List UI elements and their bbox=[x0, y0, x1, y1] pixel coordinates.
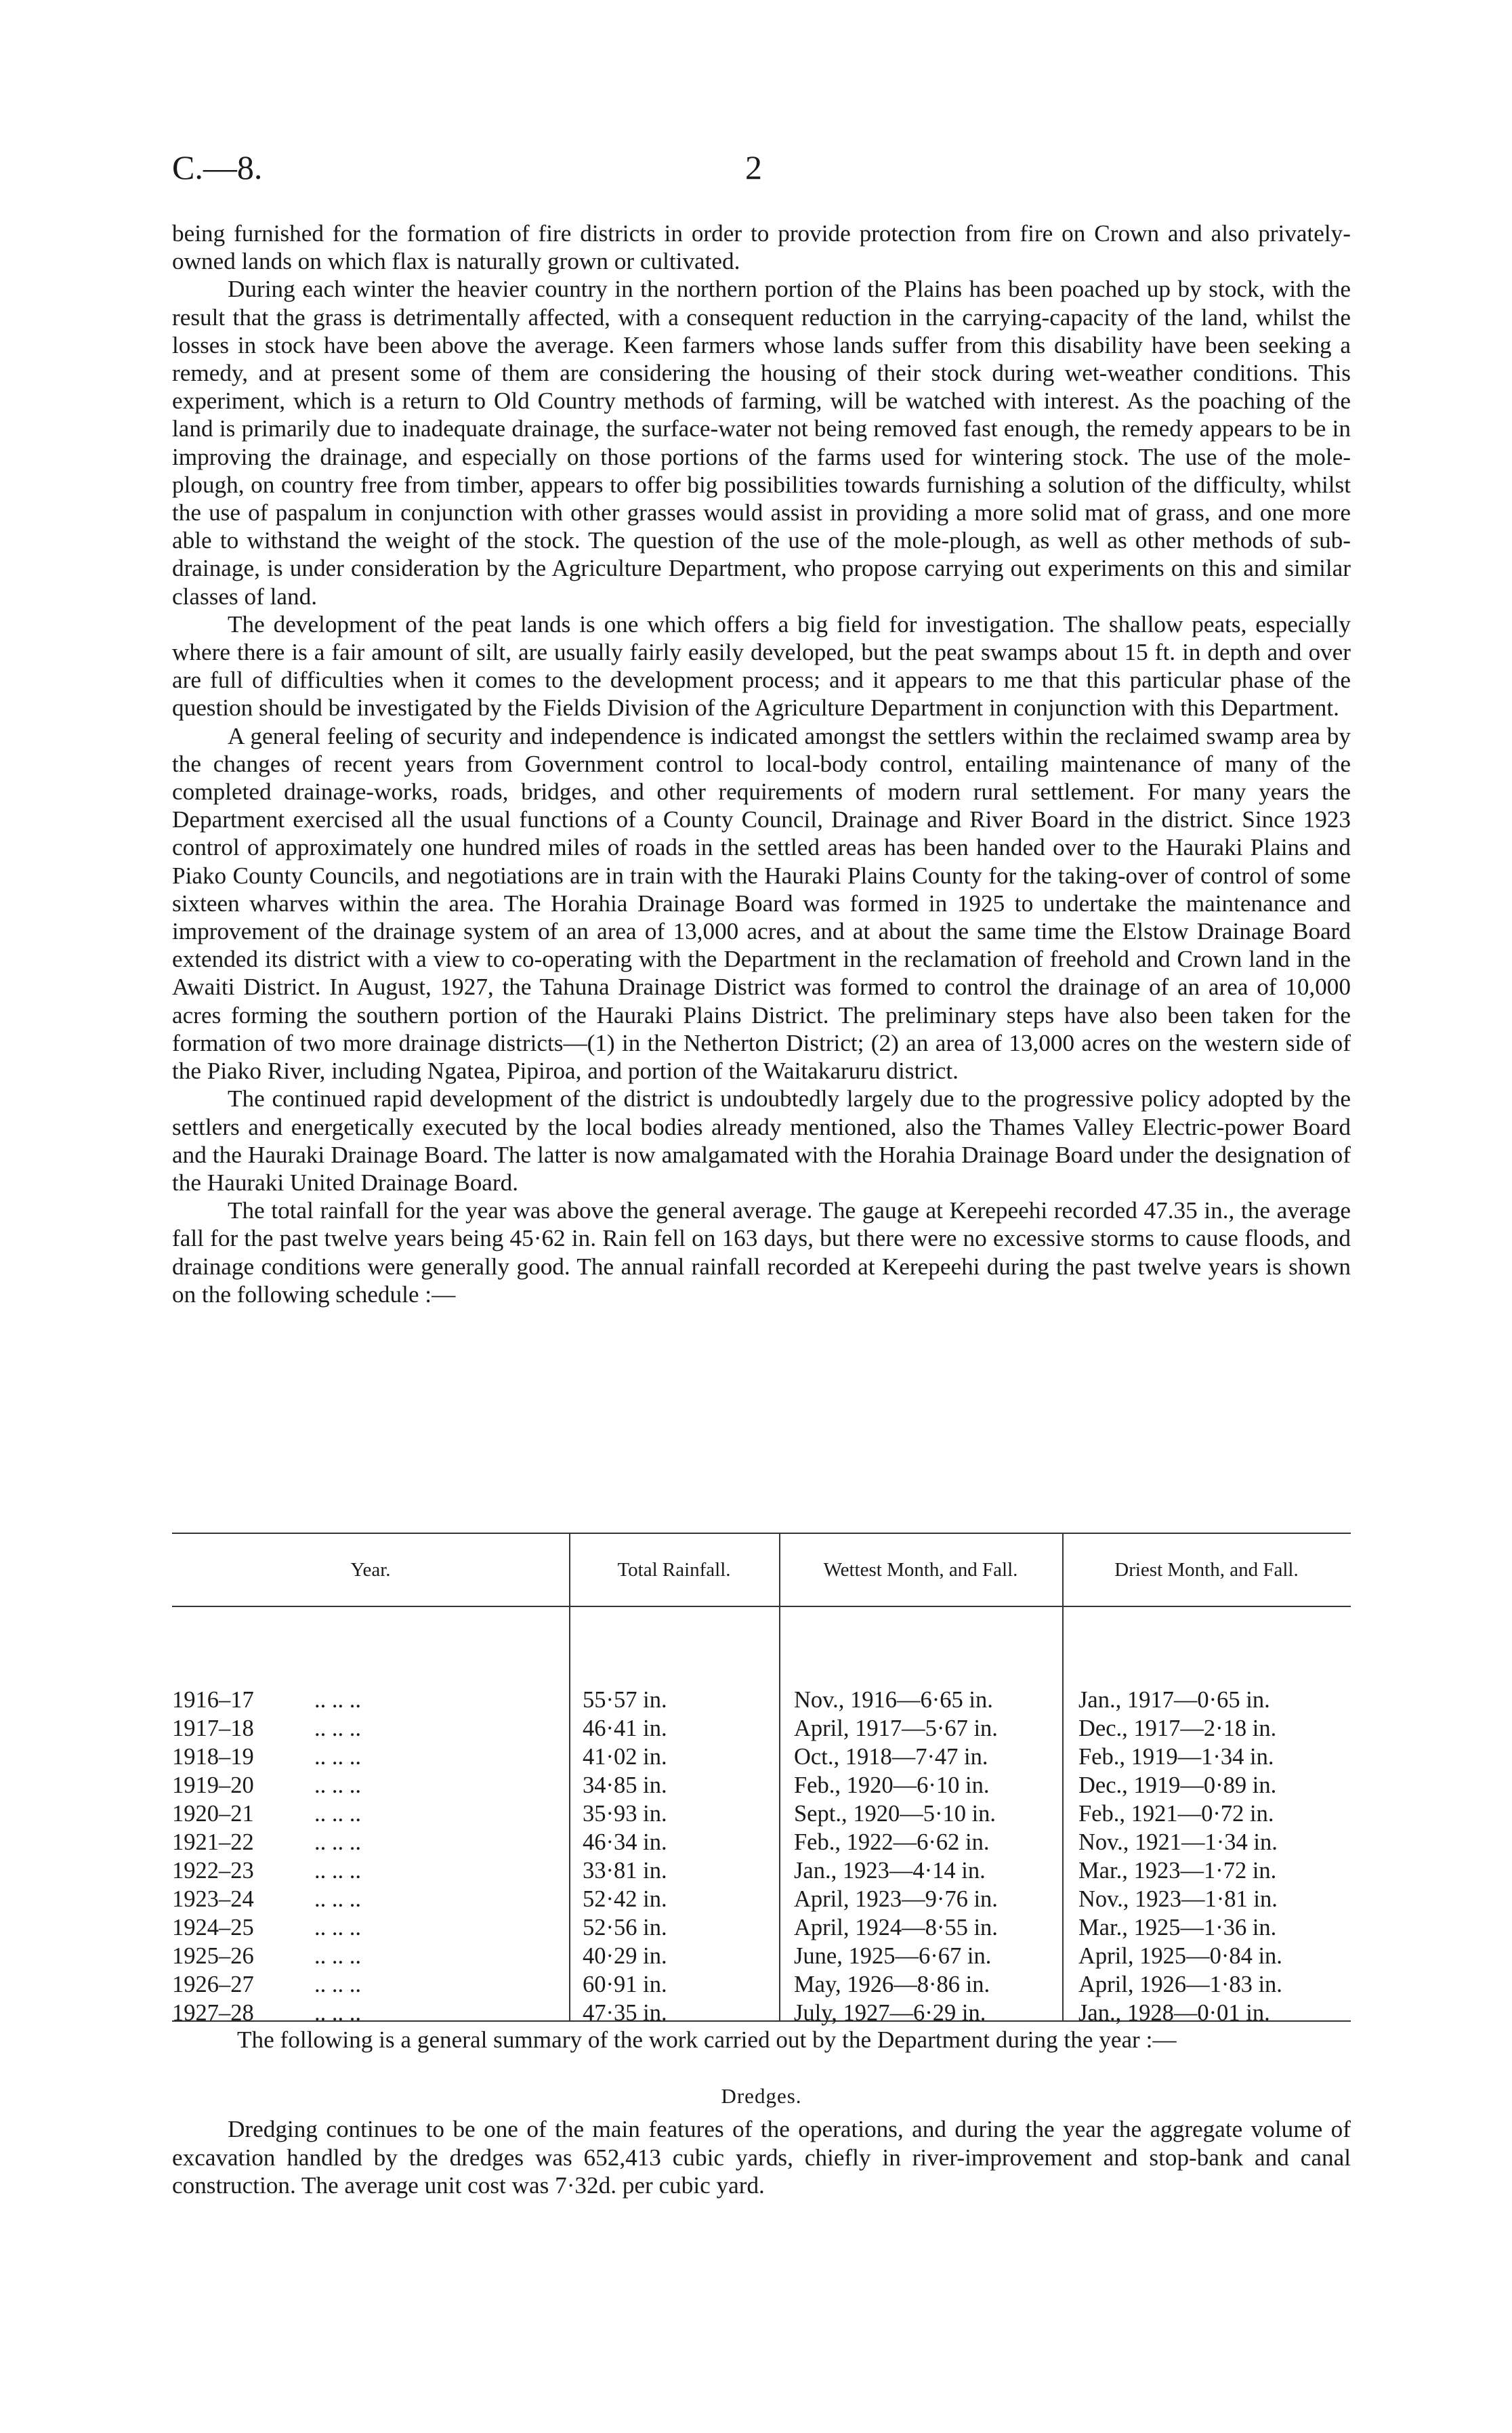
cell-year: 1926–27 bbox=[172, 1972, 254, 1997]
cell-leader: .. .. .. bbox=[314, 1772, 361, 1798]
cell-year: 1918–19 bbox=[172, 1744, 254, 1770]
cell-leader: .. .. .. bbox=[314, 1858, 361, 1884]
cell-wettest-month: May, 1926—8·86 in. bbox=[794, 1972, 990, 1997]
paragraph: During each winter the heavier country in the northern portion of the Plains has been poached up by stock, with the result that the grass is detrimentally affected, with a consequent reduction in the carrying-capacity of the land, whilst the losses in stock have been above the average. Keen farmers whose lands suffer from this disability have been seeking a remedy, and at present some of them are considering the housing of their stock during wet-weather conditions. This experiment, which is a return to Old Country methods of farming, will be watched with interest. As the poaching of the land is primarily due to inadequate drainage, the surface-water not being removed fast enough, the remedy appears to be in improving the drainage, and especially on those portions of the farms used for wintering stock. The use of the mole-plough, on country free from timber, appears to offer big possibilities towards furnishing a solution of the difficulty, whilst the use of paspalum in conjunction with other grasses would assist in providing a more solid mat of grass, and one more able to withstand the weight of the stock. The question of the use of the mole-plough, as well as other methods of sub-drainage, is under consideration by the Agriculture Department, who propose carrying out experiments on this and similar classes of land. bbox=[172, 276, 1351, 610]
cell-year: 1925–26 bbox=[172, 1943, 254, 1969]
cell-leader: .. .. .. bbox=[314, 1801, 361, 1827]
header-driest-month: Driest Month, and Fall. bbox=[1114, 1558, 1299, 1581]
section-paragraph: Dredging continues to be one of the main features of the operations, and during the year the aggregate volume of excavation handled by the dredges was 652,413 cubic yards, chiefly in river-improvement and stop-bank and canal construction. The average unit cost was 7·32d. per cubic yard. bbox=[172, 2116, 1351, 2199]
summary-intro: The following is a general summary of the work carried out by the Department during the year :— bbox=[237, 2026, 1177, 2053]
cell-leader: .. .. .. bbox=[314, 1687, 361, 1713]
cell-leader: .. .. .. bbox=[314, 1829, 361, 1855]
cell-driest-month: April, 1925—0·84 in. bbox=[1078, 1943, 1282, 1969]
table-row bbox=[172, 1772, 1351, 1801]
cell-leader: .. .. .. bbox=[314, 1715, 361, 1741]
page-header bbox=[172, 148, 1351, 195]
summary-section bbox=[172, 2026, 1351, 2199]
cell-driest-month: Feb., 1921—0·72 in. bbox=[1078, 1801, 1274, 1827]
cell-year: 1917–18 bbox=[172, 1715, 254, 1741]
cell-total-rainfall: 46·34 in. bbox=[583, 1829, 667, 1855]
cell-year: 1927–28 bbox=[172, 2000, 254, 2026]
cell-year: 1924–25 bbox=[172, 1915, 254, 1940]
table-row bbox=[172, 1915, 1351, 1943]
paragraph: The development of the peat lands is one which offers a big field for investigation. The shallow peats, especially where there is a fair amount of silt, are usually fairly easily developed, but the peat swamps about 15 ft. in depth and over are full of difficulties when it comes to the development process; and it appears to me that this particular phase of the question should be investigated by the Fields Division of the Agriculture Department in conjunction with this Department. bbox=[172, 610, 1351, 722]
cell-wettest-month: April, 1924—8·55 in. bbox=[794, 1915, 998, 1940]
body-text bbox=[172, 220, 1351, 1308]
header-wettest-month: Wettest Month, and Fall. bbox=[823, 1558, 1018, 1581]
table-row bbox=[172, 2000, 1351, 2029]
paragraph: A general feeling of security and independence is indicated amongst the settlers within the reclaimed swamp area by the changes of recent years from Government control to local-body control, entailing maintenance of many of the completed drainage-works, roads, bridges, and other requirements of modern rural settlement. For many years the Department exercised all the usual functions of a County Council, Drainage and River Board in the district. Since 1923 control of approximately one hundred miles of roads in the settled areas has been handed over to the Hauraki Plains and Piako County Councils, and negotiations are in train with the Hauraki Plains County for the taking-over of control of some sixteen wharves within the area. The Horahia Drainage Board was formed in 1925 to undertake the maintenance and improvement of the drainage system of an area of 13,000 acres, and at about the same time the Elstow Drainage Board extended its district with a view to co-operating with the Department in the reclamation of freehold and Crown land in the Awaiti District. In August, 1927, the Tahuna Drainage District was formed to control the drainage of an area of 10,000 acres forming the southern portion of the Hauraki Plains District. The preliminary steps have also been taken for the formation of two more drainage districts—(1) in the Netherton District; (2) an area of 13,000 acres on the western side of the Piako River, including Ngatea, Pipiroa, and portion of the Waitakaruru district. bbox=[172, 722, 1351, 1085]
cell-wettest-month: April, 1917—5·67 in. bbox=[794, 1715, 998, 1741]
column-divider bbox=[779, 1534, 780, 1606]
cell-driest-month: Nov., 1921—1·34 in. bbox=[1078, 1829, 1278, 1855]
cell-leader: .. .. .. bbox=[314, 2000, 361, 2026]
cell-driest-month: Feb., 1919—1·34 in. bbox=[1078, 1744, 1274, 1770]
cell-wettest-month: June, 1925—6·67 in. bbox=[794, 1943, 992, 1969]
cell-total-rainfall: 52·56 in. bbox=[583, 1915, 667, 1940]
paragraph: The total rainfall for the year was above the general average. The gauge at Kerepeehi recorded 47.35 in., the average fall for the past twelve years being 45·62 in. Rain fell on 163 days, but there were no excessive storms to cause floods, and drainage conditions were generally good. The annual rainfall recorded at Kerepeehi during the past twelve years is shown on the following schedule :— bbox=[172, 1197, 1351, 1308]
cell-wettest-month: Feb., 1922—6·62 in. bbox=[794, 1829, 990, 1855]
cell-total-rainfall: 60·91 in. bbox=[583, 1972, 667, 1997]
cell-driest-month: Jan., 1928—0·01 in. bbox=[1078, 2000, 1270, 2026]
table-row bbox=[172, 1744, 1351, 1772]
cell-wettest-month: Jan., 1923—4·14 in. bbox=[794, 1858, 986, 1884]
paragraph: The continued rapid development of the district is undoubtedly largely due to the progressive policy adopted by the settlers and energetically executed by the local bodies already mentioned, also the Thames Valley Electric-power Board and the Hauraki Drainage Board. The latter is now amalgamated with the Horahia Drainage Board under the designation of the Hauraki United Drainage Board. bbox=[172, 1085, 1351, 1196]
cell-total-rainfall: 35·93 in. bbox=[583, 1801, 667, 1827]
cell-year: 1922–23 bbox=[172, 1858, 254, 1884]
document-reference: C.—8. bbox=[172, 148, 263, 186]
cell-total-rainfall: 47·35 in. bbox=[583, 2000, 667, 2026]
cell-year: 1923–24 bbox=[172, 1886, 254, 1912]
cell-leader: .. .. .. bbox=[314, 1943, 361, 1969]
table-row bbox=[172, 1858, 1351, 1886]
section-heading: Dredges. bbox=[721, 2084, 802, 2108]
cell-wettest-month: Nov., 1916—6·65 in. bbox=[794, 1687, 993, 1713]
cell-year: 1920–21 bbox=[172, 1801, 254, 1827]
cell-driest-month: Mar., 1925—1·36 in. bbox=[1078, 1915, 1277, 1940]
rainfall-table bbox=[172, 1533, 1351, 2026]
column-divider bbox=[569, 1534, 570, 1606]
cell-leader: .. .. .. bbox=[314, 1915, 361, 1940]
table-row bbox=[172, 1715, 1351, 1744]
cell-total-rainfall: 52·42 in. bbox=[583, 1886, 667, 1912]
cell-total-rainfall: 55·57 in. bbox=[583, 1687, 667, 1713]
table-row bbox=[172, 1801, 1351, 1829]
table-body bbox=[172, 1607, 1351, 2026]
paragraph: being furnished for the formation of fire districts in order to provide protection from fire on Crown and also privately-owned lands on which flax is naturally grown or cultivated. bbox=[172, 220, 1351, 275]
cell-wettest-month: July, 1927—6·29 in. bbox=[794, 2000, 986, 2026]
cell-total-rainfall: 46·41 in. bbox=[583, 1715, 667, 1741]
cell-driest-month: April, 1926—1·83 in. bbox=[1078, 1972, 1282, 1997]
cell-wettest-month: April, 1923—9·76 in. bbox=[794, 1886, 998, 1912]
table-header bbox=[172, 1534, 1351, 1606]
table-row bbox=[172, 1972, 1351, 2000]
header-total-rainfall: Total Rainfall. bbox=[617, 1558, 731, 1581]
table-row bbox=[172, 1886, 1351, 1915]
cell-year: 1916–17 bbox=[172, 1687, 254, 1713]
column-divider bbox=[1062, 1534, 1064, 1606]
cell-wettest-month: Feb., 1920—6·10 in. bbox=[794, 1772, 990, 1798]
header-year: Year. bbox=[350, 1558, 391, 1581]
cell-driest-month: Nov., 1923—1·81 in. bbox=[1078, 1886, 1278, 1912]
cell-driest-month: Dec., 1917—2·18 in. bbox=[1078, 1715, 1277, 1741]
cell-driest-month: Dec., 1919—0·89 in. bbox=[1078, 1772, 1277, 1798]
cell-year: 1921–22 bbox=[172, 1829, 254, 1855]
table-row bbox=[172, 1943, 1351, 1972]
cell-leader: .. .. .. bbox=[314, 1972, 361, 1997]
cell-total-rainfall: 41·02 in. bbox=[583, 1744, 667, 1770]
cell-leader: .. .. .. bbox=[314, 1886, 361, 1912]
cell-leader: .. .. .. bbox=[314, 1744, 361, 1770]
cell-wettest-month: Sept., 1920—5·10 in. bbox=[794, 1801, 996, 1827]
cell-total-rainfall: 40·29 in. bbox=[583, 1943, 667, 1969]
cell-year: 1919–20 bbox=[172, 1772, 254, 1798]
cell-driest-month: Mar., 1923—1·72 in. bbox=[1078, 1858, 1277, 1884]
cell-driest-month: Jan., 1917—0·65 in. bbox=[1078, 1687, 1270, 1713]
table-row bbox=[172, 1687, 1351, 1715]
cell-wettest-month: Oct., 1918—7·47 in. bbox=[794, 1744, 988, 1770]
cell-total-rainfall: 33·81 in. bbox=[583, 1858, 667, 1884]
table-row bbox=[172, 1829, 1351, 1858]
page-number: 2 bbox=[745, 148, 762, 186]
cell-total-rainfall: 34·85 in. bbox=[583, 1772, 667, 1798]
